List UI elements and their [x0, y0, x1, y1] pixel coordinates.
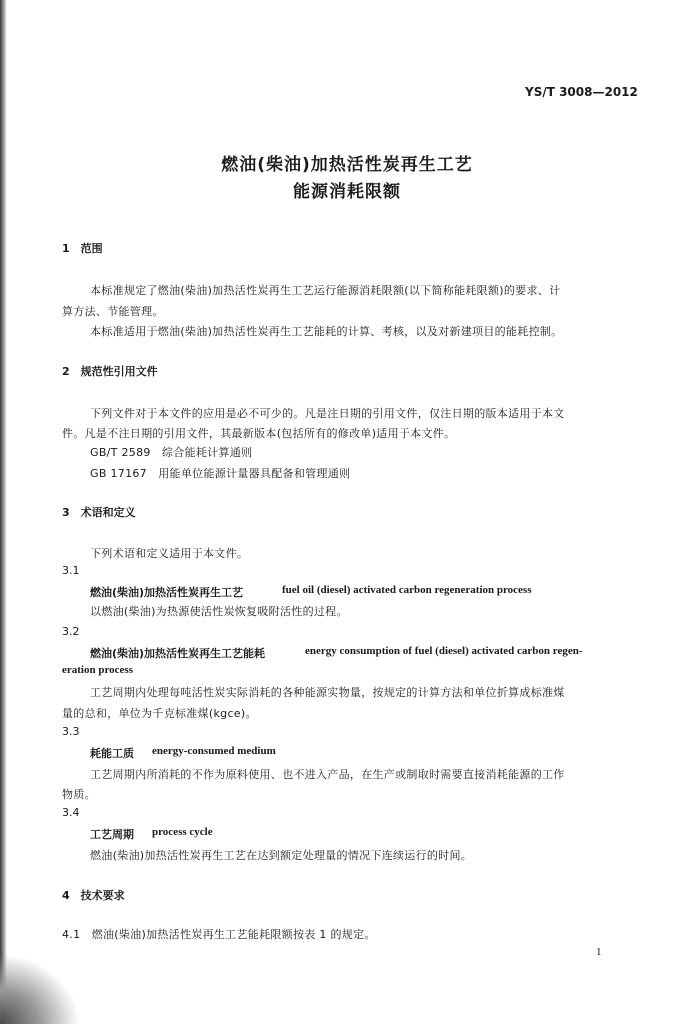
- term-3-4-english: process cycle: [152, 826, 213, 838]
- term-3-2-english-b: eration process: [62, 664, 133, 676]
- document-title-line-2: 能源消耗限额: [293, 182, 401, 202]
- term-3-3-definition-a: 工艺周期内所消耗的不作为原料使用、也不进入产品，在生产或制取时需要直接消耗能源的工作: [90, 768, 565, 781]
- standard-number: YS/T 3008—2012: [525, 85, 638, 99]
- section-1-paragraph-1a: 本标准规定了燃油(柴油)加热活性炭再生工艺运行能源消耗限额(以下简称能耗限额)的要求、计: [90, 284, 561, 297]
- term-3-1-number: 3.1: [62, 564, 80, 577]
- section-2-heading: 2 规范性引用文件: [62, 365, 158, 378]
- section-1-paragraph-1b: 算方法、节能管理。: [62, 305, 164, 318]
- section-3-intro: 下列术语和定义适用于本文件。: [90, 547, 249, 560]
- term-3-2-definition-a: 工艺周期内处理每吨活性炭实际消耗的各种能源实物量，按规定的计算方法和单位折算成标准煤: [90, 686, 565, 699]
- document-title-line-1: 燃油(柴油)加热活性炭再生工艺: [221, 155, 473, 175]
- reference-gb-17167: GB 17167 用能单位能源计量器具配备和管理通则: [90, 467, 351, 480]
- page-number: 1: [596, 946, 602, 958]
- section-2-paragraph-1a: 下列文件对于本文件的应用是必不可少的。凡是注日期的引用文件，仅注日期的版本适用于本文: [90, 407, 565, 420]
- term-3-3-chinese: 耗能工质: [90, 747, 134, 760]
- term-3-4-definition: 燃油(柴油)加热活性炭再生工艺在达到额定处理量的情况下连续运行的时间。: [90, 849, 473, 862]
- term-3-1-english: fuel oil (diesel) activated carbon regeneration process: [282, 584, 532, 596]
- term-3-2-definition-b: 量的总和，单位为千克标准煤(kgce)。: [62, 707, 257, 720]
- term-3-2-english-a: energy consumption of fuel (diesel) activated carbon regen-: [305, 645, 583, 657]
- term-3-3-definition-b: 物质。: [62, 788, 96, 801]
- term-3-2-chinese: 燃油(柴油)加热活性炭再生工艺能耗: [90, 647, 266, 660]
- scan-corner-shadow: [0, 954, 80, 1024]
- reference-gbt-2589: GB/T 2589 综合能耗计算通则: [90, 446, 253, 459]
- term-3-4-chinese: 工艺周期: [90, 828, 134, 841]
- clause-4-1: 4.1 燃油(柴油)加热活性炭再生工艺能耗限额按表 1 的规定。: [62, 928, 376, 941]
- section-1-paragraph-2: 本标准适用于燃油(柴油)加热活性炭再生工艺能耗的计算、考核，以及对新建项目的能耗控制。: [90, 325, 563, 338]
- section-1-heading: 1 范围: [62, 242, 103, 255]
- term-3-2-number: 3.2: [62, 625, 80, 638]
- term-3-4-number: 3.4: [62, 806, 80, 819]
- section-4-heading: 4 技术要求: [62, 889, 125, 902]
- term-3-1-chinese: 燃油(柴油)加热活性炭再生工艺: [90, 586, 244, 599]
- term-3-3-english: energy-consumed medium: [152, 745, 276, 757]
- term-3-1-definition: 以燃油(柴油)为热源使活性炭恢复吸附活性的过程。: [90, 605, 348, 618]
- section-3-heading: 3 术语和定义: [62, 506, 136, 519]
- section-2-paragraph-1b: 件。凡是不注日期的引用文件，其最新版本(包括所有的修改单)适用于本文件。: [62, 427, 456, 440]
- term-3-3-number: 3.3: [62, 725, 80, 738]
